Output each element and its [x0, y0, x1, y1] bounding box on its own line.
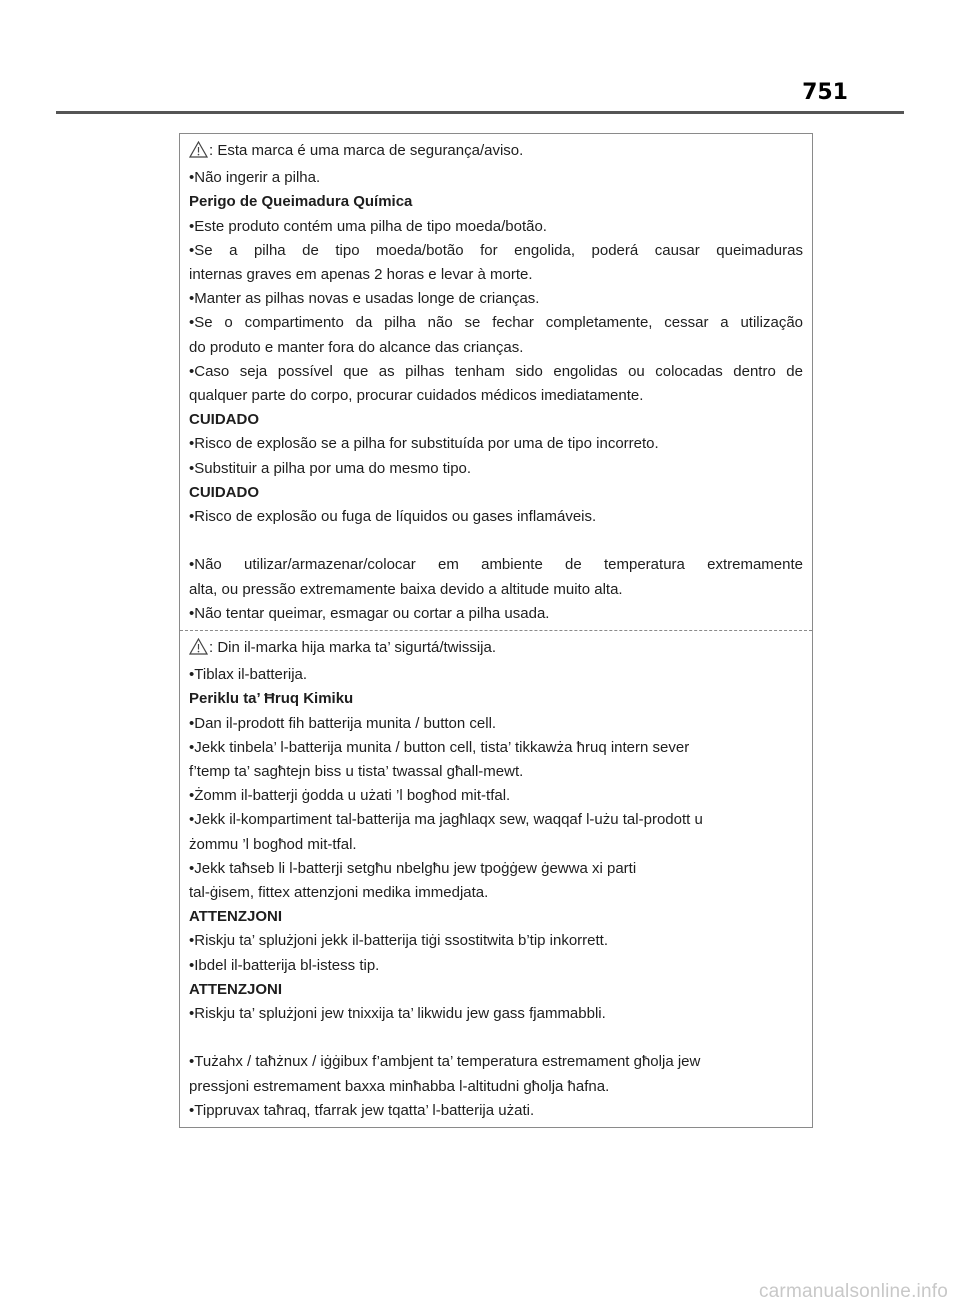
text-line: •Não tentar queimar, esmagar ou cortar a pilha usada. [189, 604, 550, 622]
section-heading: Perigo de Queimadura Química [189, 193, 413, 211]
text-line: •Substituir a pilha por uma do mesmo tipo. [189, 459, 472, 477]
text-line: pressjoni estremament baxxa minħabba l-altitudni għolja ħafna. [189, 1077, 610, 1095]
text-line: qualquer parte do corpo, procurar cuidados médicos imediatamente. [189, 387, 644, 405]
symbol-definition-text: : Esta marca é uma marca de segurança/aviso. [209, 142, 524, 159]
text-line: •Tiblax il-batterija. [189, 666, 308, 684]
text-line: żommu ’l bogħod mit-tfal. [189, 835, 357, 853]
symbol-definition [189, 636, 803, 663]
text-line: •Tużahx / taħżnux / iġġibux f’ambjent ta’ temperatura estremament għolja jew [189, 1053, 701, 1071]
section-heading: CUIDADO [189, 411, 259, 429]
section-portuguese [180, 134, 812, 630]
text-line: •Dan il-prodott fih batterija munita / button cell. [189, 714, 497, 732]
footer-watermark: carmanualsonline.info [758, 1281, 948, 1302]
section-maltese [180, 630, 812, 1127]
blank-line [189, 1026, 803, 1050]
section-heading: CUIDADO [189, 483, 259, 501]
text-line: •Żomm il-batterji ġodda u użati ’l bogħod mit-tfal. [189, 787, 511, 805]
symbol-definition-text: : Din il-marka hija marka ta’ sigurtá/twissija. [209, 639, 497, 657]
text-line: •Se a pilha de tipo moeda/botão for engolida, poderá causar queimaduras [189, 241, 803, 259]
text-line: •Este produto contém uma pilha de tipo moeda/botão. [189, 217, 547, 235]
text-line: •Jekk tinbela’ l-batterija munita / button cell, tista’ tikkawża ħruq intern sever [189, 738, 690, 756]
text-line: •Jekk il-kompartiment tal-batterija ma jagħlaqx sew, waqqaf l-użu tal-prodott u [189, 811, 703, 829]
text-line: •Não ingerir a pilha. [189, 169, 321, 187]
text-line: internas graves em apenas 2 horas e levar à morte. [189, 266, 533, 284]
text-line: •Riskju ta’ splużjoni jekk il-batterija tiġi ssostitwita b’tip inkorrett. [189, 932, 609, 950]
warning-box [179, 133, 813, 1128]
text-line: •Não utilizar/armazenar/colocar em ambiente de temperatura extremamente [189, 556, 803, 574]
warning-triangle-icon [189, 141, 208, 166]
text-line: •Caso seja possível que as pilhas tenham sido engolidas ou colocadas dentro de [189, 362, 803, 380]
text-line: •Manter as pilhas novas e usadas longe de crianças. [189, 290, 540, 308]
section-heading: ATTENZJONI [189, 908, 283, 926]
text-line: •Tippruvax taħraq, tfarrak jew tqatta’ l-batterija użati. [189, 1101, 535, 1119]
blank-line [189, 529, 803, 553]
text-line: •Ibdel il-batterija bl-istess tip. [189, 956, 380, 974]
warning-triangle-icon [189, 638, 208, 663]
text-line: •Risco de explosão ou fuga de líquidos ou gases inflamáveis. [189, 508, 597, 526]
section-heading: ATTENZJONI [189, 980, 283, 998]
text-line: tal-ġisem, fittex attenzjoni medika immedjata. [189, 884, 489, 902]
section-heading: Periklu ta’ Ħruq Kimiku [189, 690, 354, 708]
text-line: •Se o compartimento da pilha não se fechar completamente, cessar a utilização [189, 314, 803, 332]
symbol-definition [189, 139, 803, 166]
text-line: alta, ou pressão extremamente baixa devido a altitude muito alta. [189, 580, 623, 598]
text-line: •Risco de explosão se a pilha for substituída por uma de tipo incorreto. [189, 435, 659, 453]
page-number: 751 [802, 80, 848, 105]
text-line: do produto e manter fora do alcance das crianças. [189, 338, 524, 356]
text-line: f’temp ta’ sagħtejn biss u tista’ twassal għall-mewt. [189, 763, 524, 781]
text-line: •Riskju ta’ splużjoni jew tnixxija ta’ likwidu jew gass fjammabbli. [189, 1005, 606, 1023]
text-line: •Jekk taħseb li l-batterji setgħu nbelgħu jew tpoġġew ġewwa xi parti [189, 859, 637, 877]
header-rule [56, 111, 904, 114]
